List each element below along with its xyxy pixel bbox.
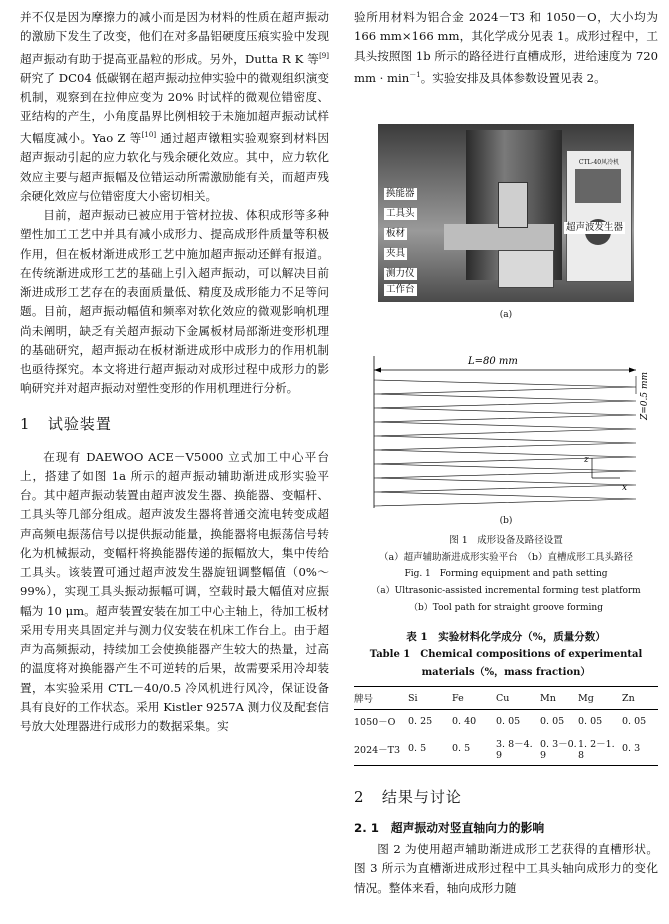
right-column [354,0,658,895]
fig1-subcaption-en-a: （a）Ultrasonic-assisted incremental forming test platform [371,586,641,596]
fig1-subcaption-en-b: （b）Tool path for straight groove forming [409,603,603,613]
tool-head [498,182,528,228]
dynamometer [498,250,554,288]
table1-title-cn: 表 1 实验材料化学成分（%，质量分数） [406,631,606,643]
axis-x-label: x [622,483,628,493]
section-2-block [354,768,658,898]
label-transducer: 换能器 [386,188,415,199]
ultrasonic-generator: CTL-40风冷机 [566,150,632,282]
axis-z-label: z [584,455,589,465]
col-header: Zn [622,692,635,704]
section-2-heading [354,786,658,807]
equipment-photo [378,124,634,302]
subfig-b-label: (b) [499,516,513,526]
section-number: 1 [20,414,31,433]
tool-path-diagram [364,350,654,510]
col-header: Mg [578,692,594,704]
label-worktable: 工作台 [386,284,415,295]
paragraph-background: 目前，超声振动已被应用于管材拉拔、体积成形等多种塑性加工工艺中并具有减小成形力、提高成形件质量等积极作用，但在板材渐进成形工艺中施加超声振动还鲜有报道。在传统渐进成形工艺的基础上引入超声振动，可以解决目前渐进成形工艺存在的表面质量低、精度及成形能力不足等问题。目前，超声振动幅值和频率对软化效应的微观影响机理尚未阐明，缺乏有关超声振动下金属板材局部渐进变形机理的基础研究，超声振动在板材渐进成形中成形力的作用机制也亟待探究。本文将进行超声振动对成形过程中成形力的影响研究并对超声振动对塑性变形的作用机理进行分析。 [20,208,329,396]
label-generator: 超声波发生器 [566,222,624,233]
label-fixture: 夹具 [386,248,406,259]
label-tool-head: 工具头 [386,208,415,219]
zigzag-path [374,380,636,506]
col-header: Fe [452,692,464,704]
table-row: 2024－T3 0. 5 0. 5 3. 8－4. 9 0. 3－0. 9 1. 2－1. 8 0. 3 [354,732,658,766]
subsection-2-1-heading: 2. 1 超声振动对竖直轴向力的影响 [354,821,545,835]
section-title: 结果与讨论 [381,788,462,806]
table-header-row [354,687,658,710]
col-header: Si [408,692,418,704]
paragraph-materials: 验所用材料为铝合金 2024－T3 和 1050－O，大小均为 166 mm×166 mm，其化学成分见表 1。成形过程中，工具头按照图 1b 所示的路径进行直槽成形，进给速度为 720 mm · $\min^{-1}$。实验安排及具体参数设置见表 2。 [354,10,658,85]
col-header: 牌号 [354,694,374,705]
table1-title-en2: materials（%，mass fraction） [421,667,591,678]
paragraph-results: 图 2 为使用超声辅助渐进成形工艺获得的直槽形状。图 3 所示为直槽渐进成形过程中工具头轴向成形力的变化情况。整体来看，轴向成形力随 [354,842,658,895]
path-step-label: Z=0.5 mm [640,371,650,420]
fig1-subcaption-cn: （a）超声辅助渐进成形实验平台 （b）直槽成形工具头路径 [379,552,633,563]
chemical-composition-table [354,686,658,766]
col-header: Cu [496,692,510,704]
label-dynamometer: 测力仪 [386,268,415,279]
path-length-label: L=80 mm [468,356,518,367]
section-number: 2 [354,788,365,806]
paragraph-intro-cont: 并不仅是因为摩擦力的减小而是因为材料的性质在超声振动的激励下发生了改变，他们在对多晶铝硬度压痕实验中发现超声振动有助于提高亚晶粒的形成。另外，Dutta R K 等[9] 研究了 DC04 低碳钢在超声振动拉伸实验中的微观组织演变机制，观察到在拉伸应变为 20% 时试样的微观位错密度、亚结构的产生，小角度晶界比例相较于未施加超声振动试样大幅度减小。Yao Z 等[10] 通过超声镦粗实验观察到材料因超声振动引起的应力软化与残余硬化效应。其中，应力软化效应主要与超声振幅及位错运动所需激励能有关，而超声残余硬化效应与位错密度大小密切相关。 [20,10,329,203]
paragraph-equipment: 在现有 DAEWOO ACE－V5000 立式加工中心平台上，搭建了如图 1a 所示的超声振动辅助渐进成形实验平台。其中超声振动装置由超声波发生器、换能器、变幅杆、工具头等几部分组成。超声波发生器将普通交流电转变成超声高频电振荡信号以提供振动能量，换能器将电振荡信号转化为机械振动，变幅杆将换能器传递的振幅放大，集中传给工具头。该装置可通过超声波发生器旋钮调整幅值（0%～99%），实现工具头振动振幅可调，空载时最大幅值对应振幅为 10 μm。超声装置安装在加工中心主轴上，待加工板材采用专用夹具固定并与测力仪安装在机床工作台上。由于超声为高频振动，持续加工会使换能器产生较大的热量，过高的温度将对换能器产生不可逆转的后果，故需要采用冷却装置，本实验采用 CTL－40/0.5 冷风机进行风冷，保证设备具有良好的工作状态。采用 Kistler 9257A 测力仪及配套信号放大处理器进行成形力的数据采集。实 [20,449,329,734]
fig1-caption-en: Fig. 1 Forming equipment and path setting [404,569,608,579]
table1-title-en1: Table 1 Chemical compositions of experimental [369,649,643,660]
section-title: 试验装置 [47,414,112,433]
subfig-a-label: (a) [499,310,513,320]
section-1-heading [20,413,329,434]
col-header: Mn [540,692,556,704]
label-sheet: 板材 [386,228,406,239]
fig1-caption-cn: 图 1 成形设备及路径设置 [449,535,563,546]
table-row: 1050－O 0. 25 0. 40 0. 05 0. 05 0. 05 0. 05 [354,715,647,728]
left-column [20,0,329,736]
